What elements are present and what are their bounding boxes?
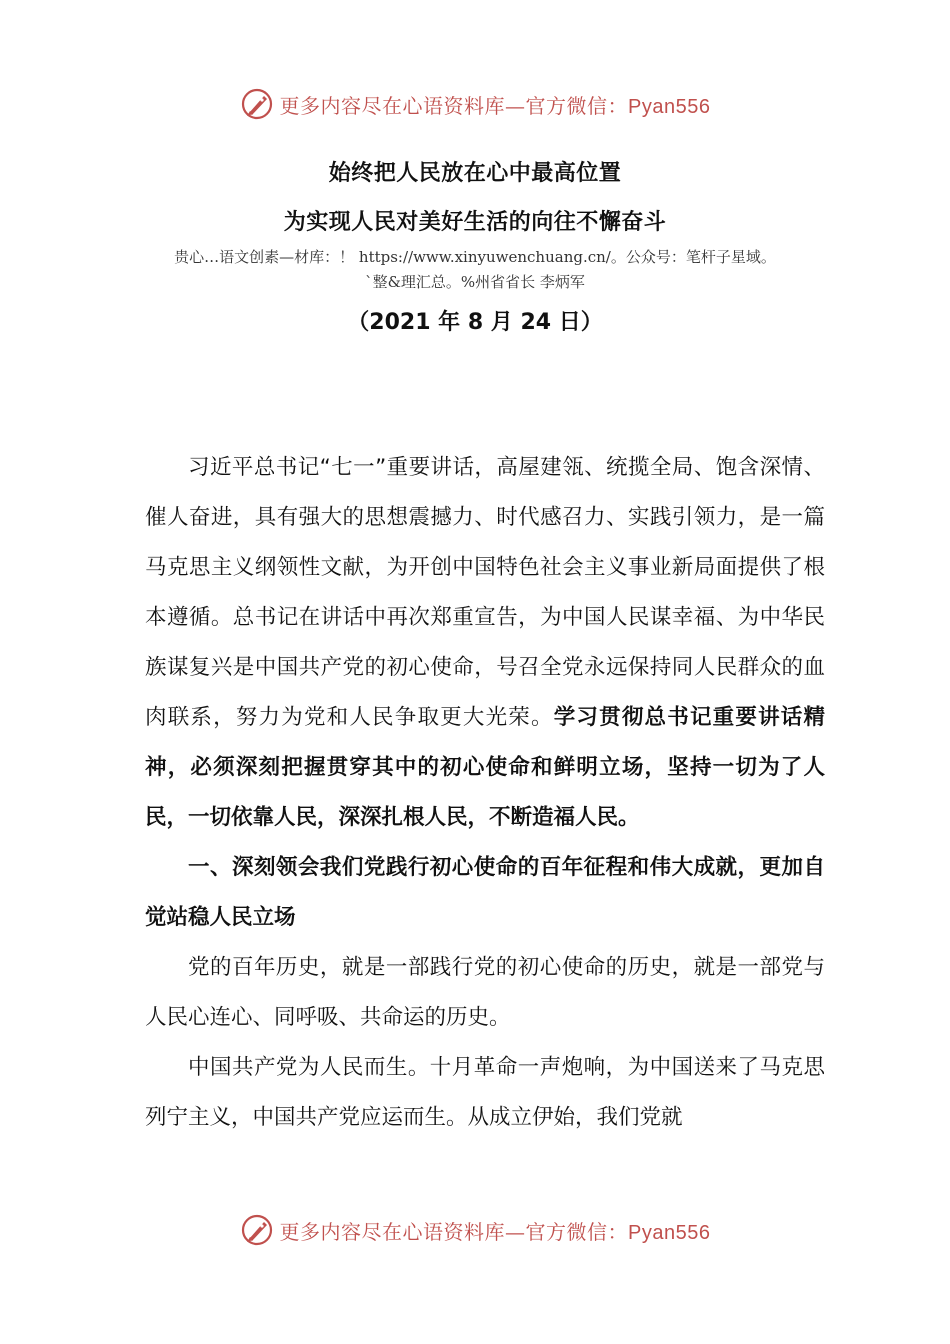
document-date: （2021 年 8 月 24 日） — [347, 310, 603, 335]
pen-nib-logo-icon — [240, 87, 274, 121]
paragraph — [145, 443, 825, 843]
pen-nib-logo-icon — [240, 1213, 274, 1247]
paragraph: 中国共产党为人民而生。十月革命一声炮响，为中国送来了马克思列宁主义，中国共产党应运而生。从成立伊始，我们党就 — [145, 1055, 825, 1130]
paragraph-emphasis: 学习贯彻总书记重要讲话精神，必须深刻把握贯穿其中的初心使命和鲜明立场，坚持一切为了人民，一切依靠人民，深深扎根人民，不断造福人民。 — [145, 705, 825, 830]
paragraph: 党的百年历史，就是一部践行党的初心使命的历史，就是一部党与人民心连心、同呼吸、共命运的历史。 — [145, 955, 825, 1030]
source-line-1: 贵心…语文创素—材库：！ https://www.xinyuwenchuang.cn/。公众号：笔杆子星域。 — [174, 248, 776, 266]
document-title-line-1: 始终把人民放在心中最高位置 — [328, 161, 622, 186]
section-heading: 一、深刻领会我们党践行初心使命的百年征程和伟大成就，更加自觉站稳人民立场 — [145, 855, 825, 930]
document-title-line-2: 为实现人民对美好生活的向往不懈奋斗 — [283, 210, 667, 235]
footer-watermark — [0, 1212, 950, 1248]
header-watermark — [0, 86, 950, 122]
document-body — [145, 443, 825, 1143]
watermark-handle: Pyan556 — [628, 95, 711, 118]
watermark-handle: Pyan556 — [628, 1221, 711, 1244]
watermark-text: 更多内容尽在心语资料库—官方微信：Pyan556 — [279, 93, 711, 118]
watermark-text: 更多内容尽在心语资料库—官方微信：Pyan556 — [279, 1219, 711, 1244]
paragraph-text: 习近平总书记“七一”重要讲话，高屋建瓴、统揽全局、饱含深情、催人奋进，具有强大的思想震撼力、时代感召力、实践引领力，是一篇马克思主义纲领性文献，为开创中国特色社会主义事业新局面提供了根本遵循。总书记在讲话中再次郑重宣告，为中国人民谋幸福、为中华民族谋复兴是中国共产党的初心使命，号召全党永远保持同人民群众的血肉联系，努力为党和人民争取更大光荣。 — [145, 455, 825, 730]
source-line-2: `整&理汇总。%州省省长 李炳军 — [365, 273, 585, 291]
